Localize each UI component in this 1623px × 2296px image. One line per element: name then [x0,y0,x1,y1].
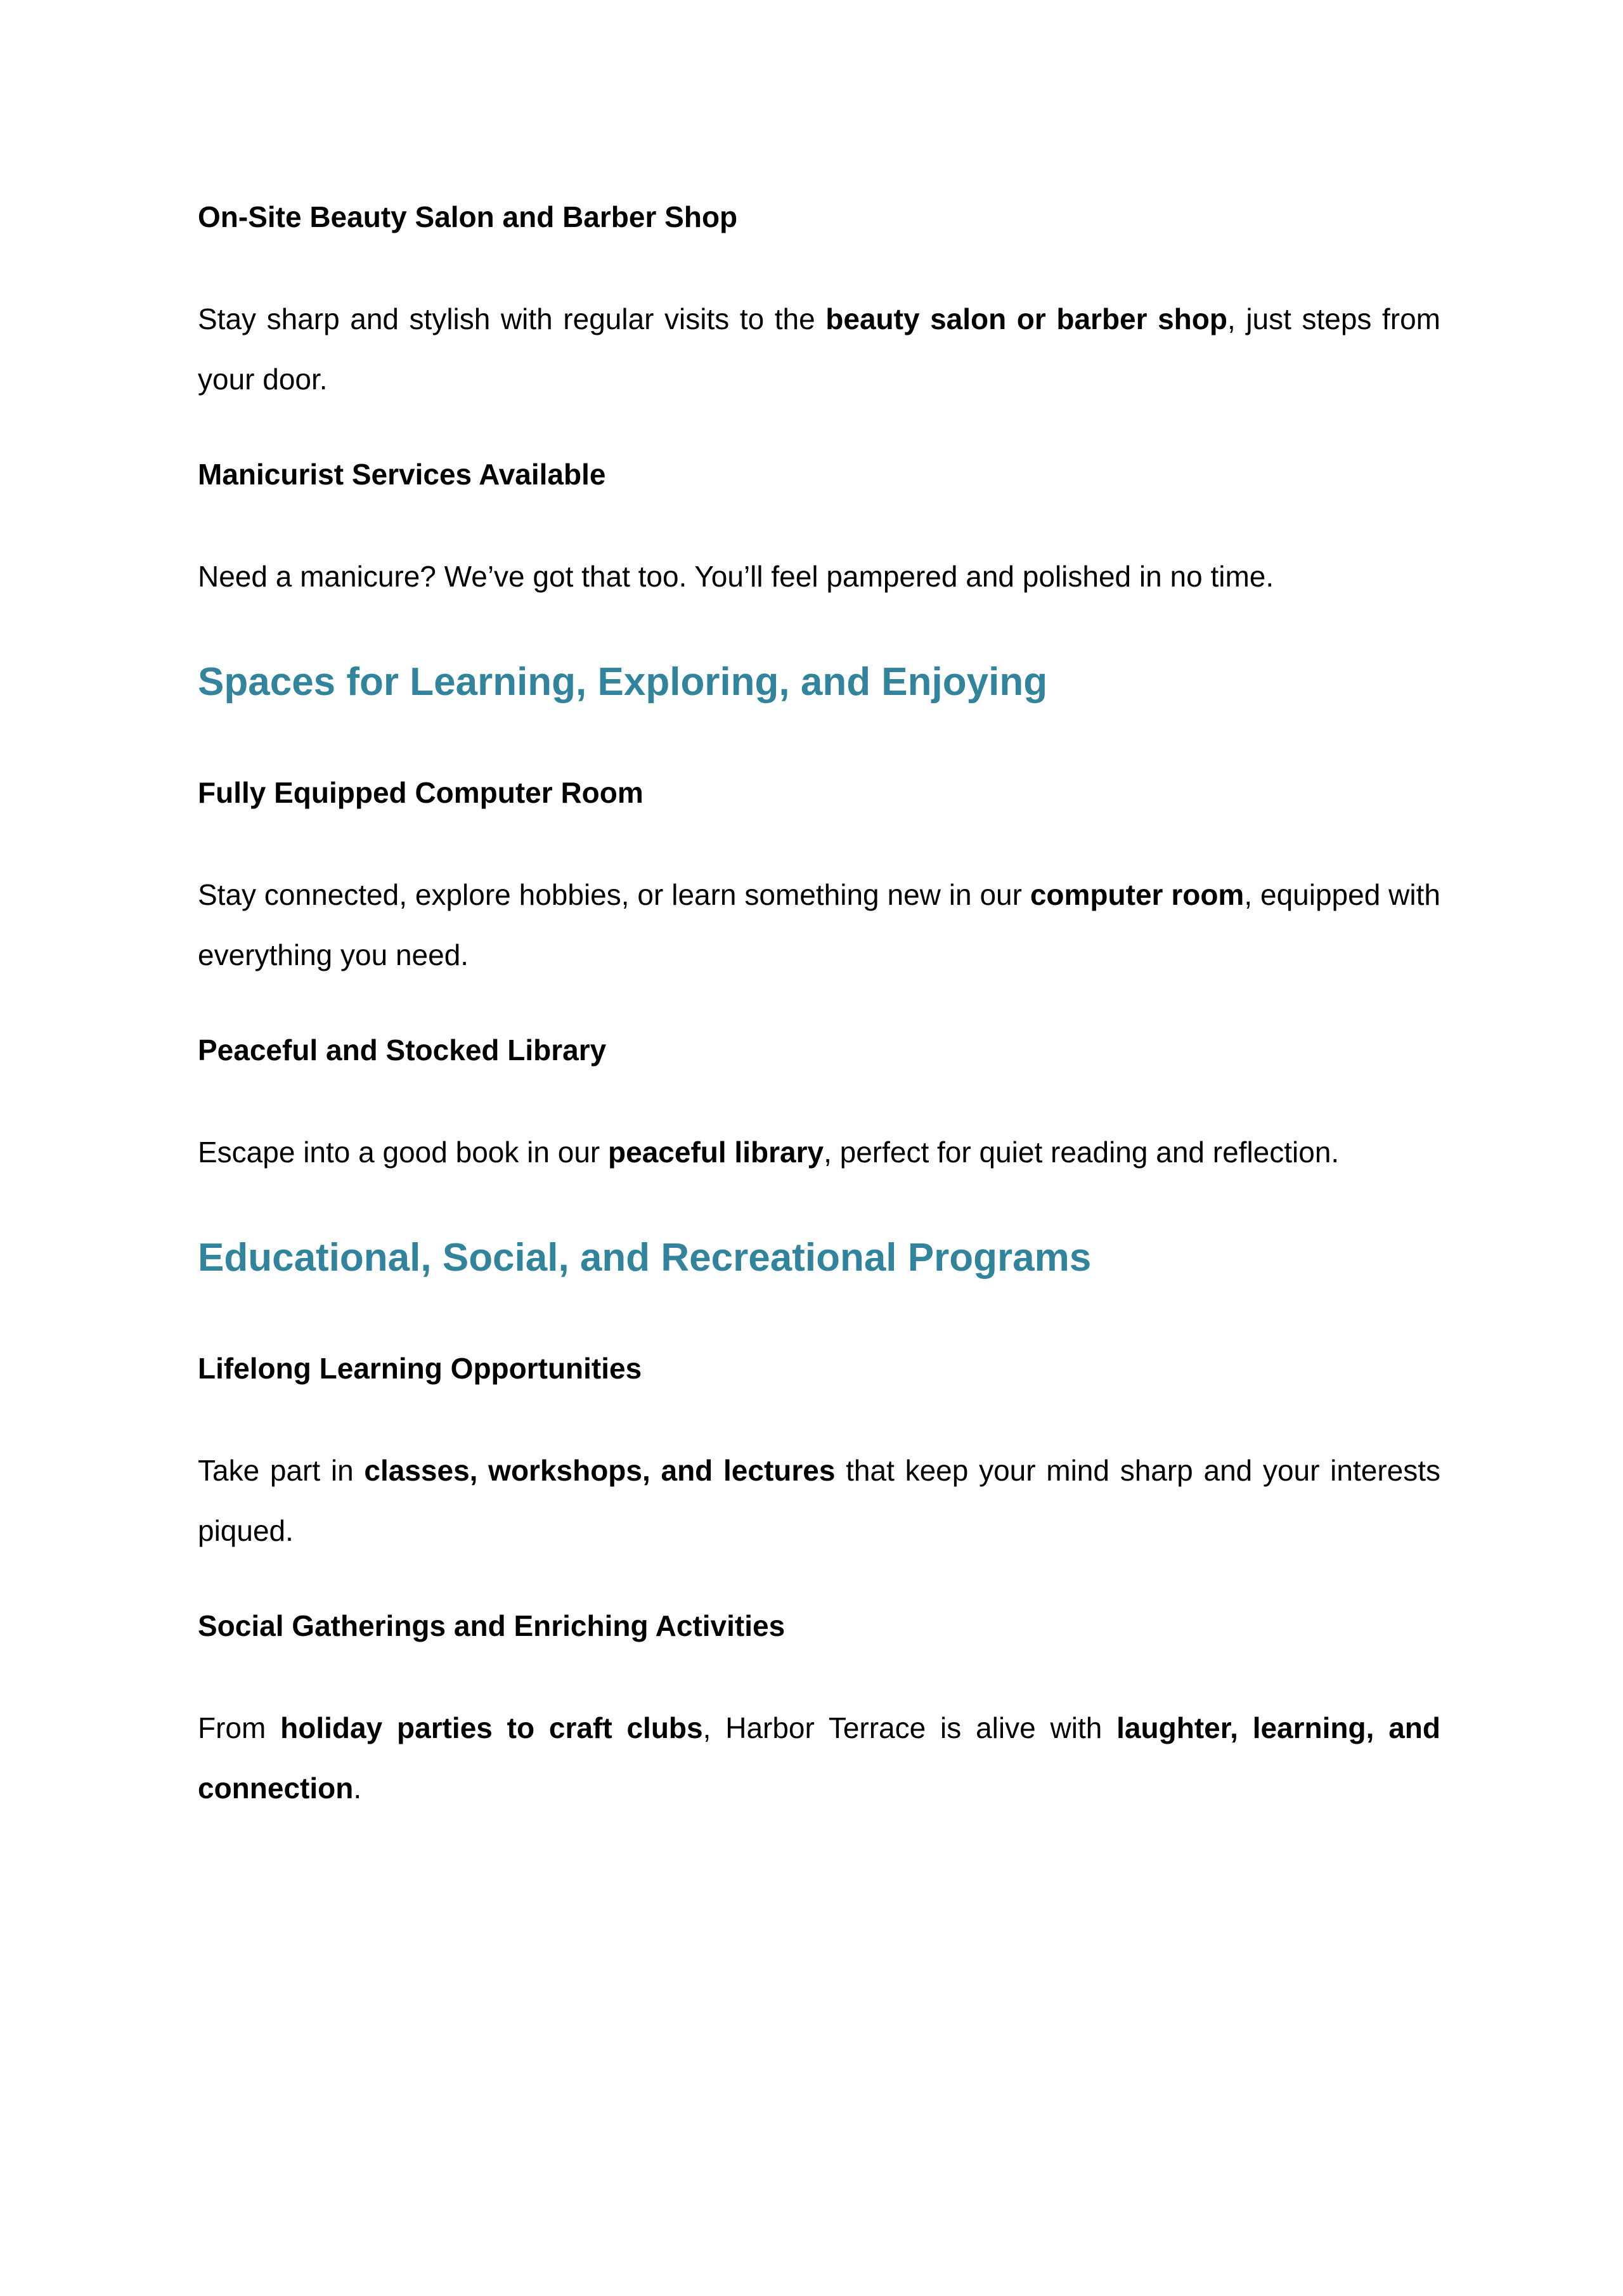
paragraph-manicurist [198,547,1440,607]
bold-text-run: classes, workshops, and lectures [364,1454,836,1487]
paragraph-beauty-salon [198,289,1440,410]
text-run: that keep your mind sharp and your interests piqued. [198,1454,1441,1547]
bold-text-run: computer room [1030,878,1245,911]
heading-spaces-for-learning: Spaces for Learning, Exploring, and Enjoying [198,660,1048,704]
bold-text-run: peaceful library [608,1136,824,1169]
text-run: Stay connected, explore hobbies, or learn something new in our [198,878,1030,911]
text-run: Take part in [198,1454,365,1487]
subheading-lifelong-learning: Lifelong Learning Opportunities [198,1352,642,1385]
subheading-manicurist: Manicurist Services Available [198,458,606,491]
text-run: Need a manicure? We’ve got that too. You’ll feel pampered and polished in no time. [198,560,1274,593]
subheading-computer-room: Fully Equipped Computer Room [198,776,643,809]
text-run: . [353,1772,362,1805]
text-run: , equipped with everything you need. [198,878,1440,971]
text-run: , just steps from your door. [198,302,1440,396]
paragraph-library [198,1122,1440,1183]
bold-text-run: beauty salon or barber shop [825,302,1227,335]
text-run: Stay sharp and stylish with regular visits to the [198,302,826,335]
text-run: Escape into a good book in our [198,1136,609,1169]
paragraph-computer-room [198,865,1440,985]
text-run: , perfect for quiet reading and reflection. [824,1136,1340,1169]
bold-text-run: holiday parties to craft clubs [280,1711,703,1744]
subheading-beauty-salon: On-Site Beauty Salon and Barber Shop [198,200,738,233]
subheading-library: Peaceful and Stocked Library [198,1034,607,1067]
paragraph-social-gatherings [198,1698,1440,1819]
text-run: , Harbor Terrace is alive with [702,1711,1117,1744]
text-run: From [198,1711,281,1744]
bold-text-run: laughter, learning, and connection [198,1711,1441,1805]
paragraph-lifelong-learning [198,1441,1440,1561]
heading-educational-programs: Educational, Social, and Recreational Programs [198,1236,1092,1280]
subheading-social-gatherings: Social Gatherings and Enriching Activities [198,1609,786,1642]
